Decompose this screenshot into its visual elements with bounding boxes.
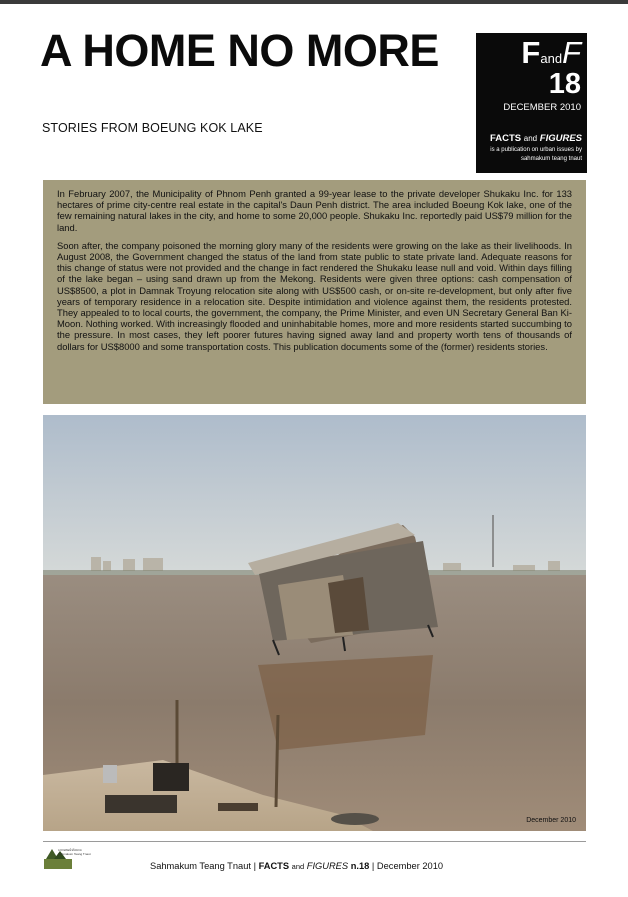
- badge-logo: FandF: [521, 35, 581, 70]
- badge-publication-title: FACTS and FIGURES: [489, 133, 582, 144]
- cover-photo: [43, 415, 586, 831]
- footer-org: Sahmakum Teang Tnaut: [150, 861, 251, 871]
- badge-publication-description: is a publication on urban issues by sahmakum teang tnaut: [490, 147, 582, 162]
- intro-paragraph: In February 2007, the Municipality of Phnom Penh granted a 99-year lease to the private developer Shukaku Inc. for 133 hectares of prime city-centre real estate in the capital's Daun Penh district. The area included Boeung Kok lake, one of the few remaining natural lakes in the city, and home to some 20,000 people. Shukaku Inc. reportedly paid US$79 million for the land.: [57, 188, 572, 233]
- intro-box: [43, 180, 586, 404]
- intro-paragraph: Soon after, the company poisoned the morning glory many of the residents were growing on the lake as their livelihoods. In August 2008, the Government changed the status of the land from state public to state private land. Adequate reasons for this change of status were not provided and the change in fact rendered the Shukaku lease null and void. Within days filling of the lake began – using sand drawn up from the Mekong. Residents were given three options: cash compensation of US$8500, a plot in Damnak Troyung relocation site along with US$500 cash, or on-site re-development, but only after five years of temporary residence in a relocation site. Despite intimidation and violence against them, the residents protested. They appealed to to local courts, the government, the company, the Prime Minister, and even UN Secretary General Ban Ki-Moon. Nothing worked. With increasingly flooded and uninhabitable homes, more and more residents started succumbing to the pressure. In most cases, they left poorer futures having signed away land and property worth tens of thousands of dollars for US$8000 and some transportation costs. This publication documents some of the (former) residents stories.: [57, 239, 572, 352]
- footer-date: December 2010: [376, 861, 444, 871]
- issue-badge: [476, 33, 587, 173]
- badge-issue-number: 18: [548, 68, 581, 100]
- top-rule: [0, 0, 628, 4]
- badge-date: DECEMBER 2010: [503, 102, 581, 113]
- footer-text: Sahmakum Teang Tnaut | FACTS and FIGURES n.18 | December 2010: [150, 861, 444, 871]
- footer-rule: [43, 841, 586, 842]
- photo-caption: December 2010: [526, 817, 576, 824]
- flooded-house-photo: [43, 415, 586, 831]
- page-title: A HOME NO MORE: [40, 25, 439, 76]
- org-logo-text: សហមគមន៍ទាំងតោន Sahmakum Teang Tnaut: [58, 848, 91, 856]
- page-subtitle: STORIES FROM BOEUNG KOK LAKE: [42, 121, 263, 135]
